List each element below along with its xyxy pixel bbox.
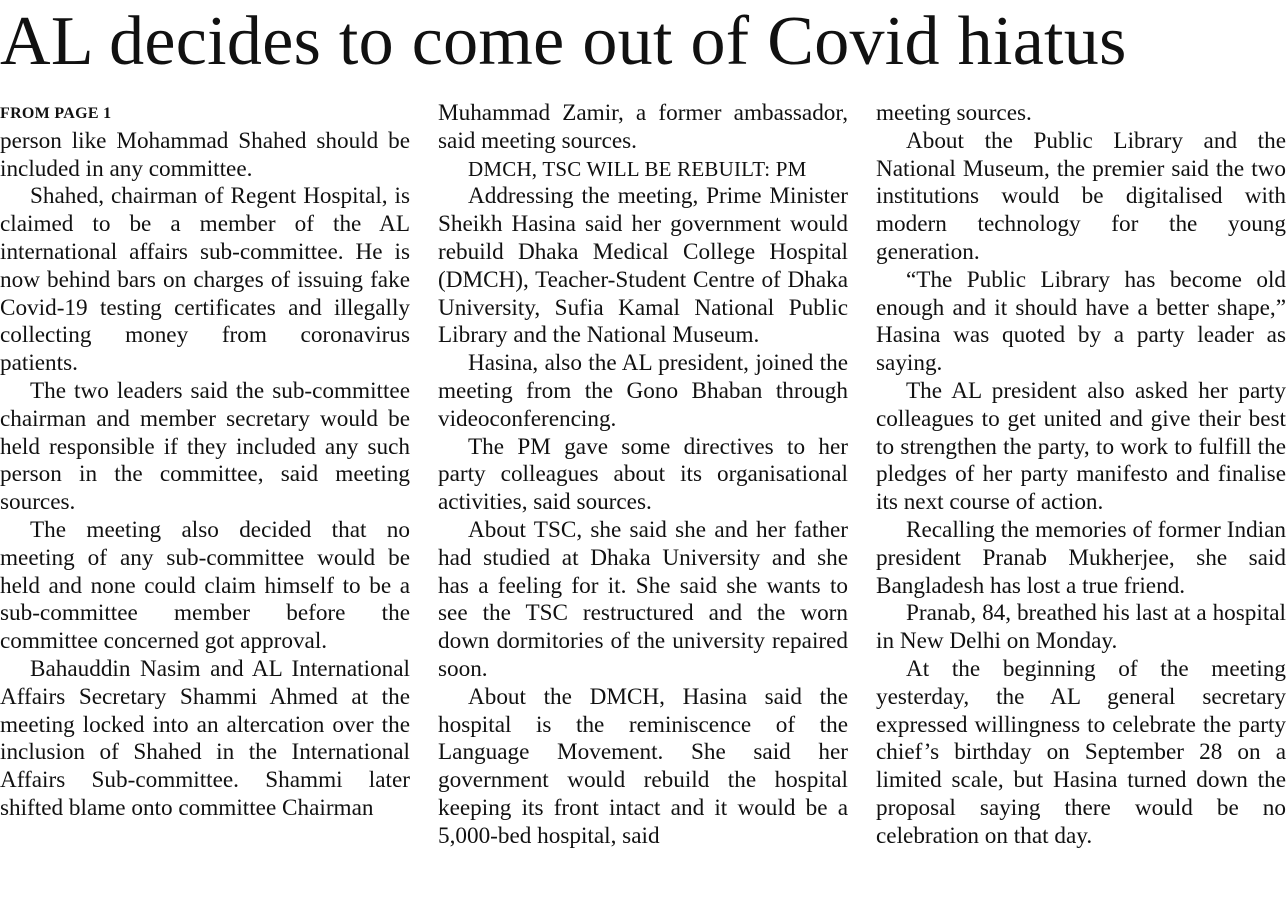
paragraph: About TSC, she said she and her father had studied at Dhaka University and she has a feeling for it. She said she wants to see the TSC restructured and the worn down dormitories of the university repaired soon.	[438, 516, 848, 682]
paragraph: The two leaders said the sub-committee chairman and member secretary would be held responsible if they included any such person in the committee, said meeting sources.	[0, 377, 410, 516]
article-column-1	[0, 100, 410, 823]
paragraph: meeting sources.	[876, 100, 1032, 126]
paragraph: Pranab, 84, breathed his last at a hospital in New Delhi on Monday.	[876, 600, 1286, 655]
paragraph: The PM gave some directives to her party colleagues about its organisational activities, said sources.	[438, 433, 848, 516]
paragraph: Muhammad Zamir, a former ambassador, said meeting sources.	[438, 100, 848, 154]
section-subhead: DMCH, TSC WILL BE REBUILT: PM	[468, 156, 807, 181]
continued-from-kicker: FROM PAGE 1	[0, 105, 112, 122]
paragraph: Bahauddin Nasim and AL International Affairs Secretary Shammi Ahmed at the meeting locked into an altercation over the inclusion of Shahed in the International Affairs Sub-committee. Shammi later shifted blame onto committee Chairman	[0, 655, 410, 821]
paragraph: About the DMCH, Hasina said the hospital is the reminiscence of the Language Movement. She said her government would rebuild the hospital keeping its front intact and it would be a 5,000-bed hospital, said	[438, 683, 848, 849]
paragraph: Shahed, chairman of Regent Hospital, is claimed to be a member of the AL international affairs sub-committee. He is now behind bars on charges of issuing fake Covid-19 testing certificates and illegally collecting money from coronavirus patients.	[0, 183, 410, 377]
paragraph: Hasina, also the AL president, joined the meeting from the Gono Bhaban through videoconferencing.	[438, 350, 848, 432]
paragraph: About the Public Library and the National Museum, the premier said the two institutions would be digitalised with modern technology for the young generation.	[876, 127, 1286, 265]
paragraph: At the beginning of the meeting yesterday, the AL general secretary expressed willingness to celebrate the party chief’s birthday on September 28 on a limited scale, but Hasina turned down the proposal saying there would be no celebration on that day.	[876, 655, 1286, 849]
paragraph: The AL president also asked her party colleagues to get united and give their best to strengthen the party, to work to fulfill the pledges of her party manifesto and finalise its next course of action.	[876, 377, 1286, 516]
paragraph: “The Public Library has become old enough and it should have a better shape,” Hasina was quoted by a party leader as saying.	[876, 266, 1286, 377]
paragraph: Recalling the memories of former Indian president Pranab Mukherjee, she said Bangladesh has lost a true friend.	[876, 516, 1286, 599]
headline: AL decides to come out of Covid hiatus	[0, 3, 1127, 80]
article-column-2	[438, 100, 848, 851]
paragraph: The meeting also decided that no meeting of any sub-committee would be held and none could claim himself to be a sub-committee member before the committee concerned got approval.	[0, 516, 410, 655]
paragraph: Addressing the meeting, Prime Minister Sheikh Hasina said her government would rebuild Dhaka Medical College Hospital (DMCH), Teacher-Student Centre of Dhaka University, Sufia Kamal National Public Library and the National Museum.	[438, 183, 848, 349]
article-column-3	[876, 100, 1286, 851]
paragraph: person like Mohammad Shahed should be included in any committee.	[0, 127, 410, 182]
